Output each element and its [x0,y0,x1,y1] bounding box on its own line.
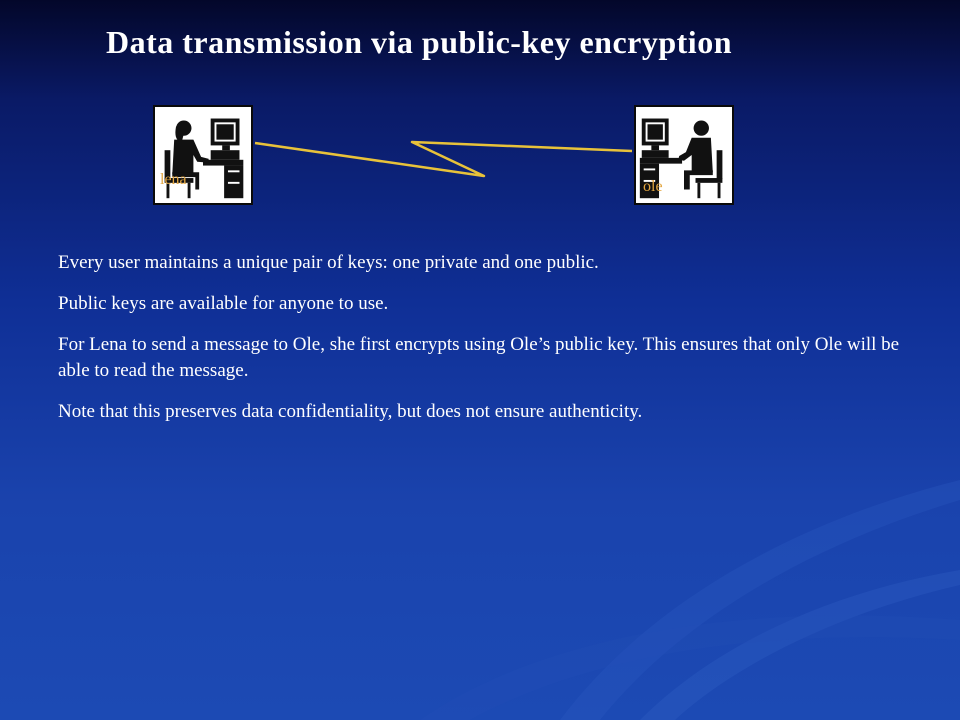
paragraph-key-pair: Every user maintains a unique pair of keys: one private and one public. [58,252,599,273]
user-card-lena [153,105,253,205]
user-label-ole: ole [643,178,663,195]
user-label-lena: lena [160,171,187,188]
slide-body [58,250,928,440]
paragraph-encryption-example: For Lena to send a message to Ole, she first encrypts using Ole’s public key. This ensures that only Ole will be able to read the message. [58,334,900,381]
paragraph-public-keys: Public keys are available for anyone to use. [58,293,389,314]
paragraph-confidentiality-note: Note that this preserves data confidentiality, but does not ensure authenticity. [58,401,643,422]
